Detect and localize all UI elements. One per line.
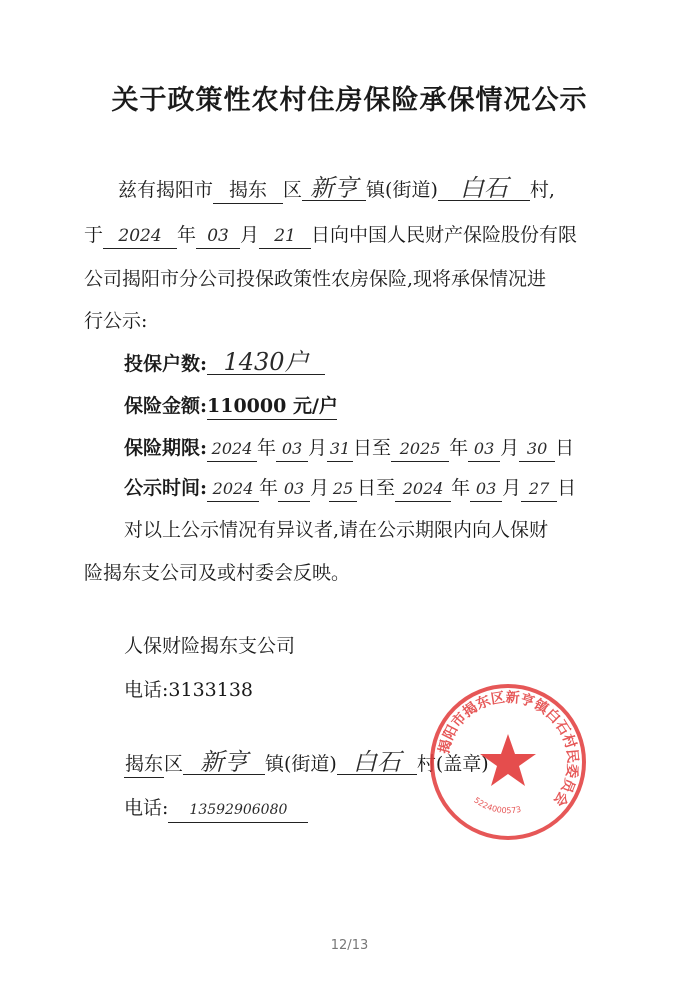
seal-code: 5224000573	[472, 795, 522, 816]
company-name: 人保财险揭东支公司	[124, 635, 296, 657]
intro-line-2: 于 2024 年 03 月 21 日向中国人民财产保险股份有限	[84, 222, 577, 249]
households-row	[124, 350, 325, 377]
date-day: 21	[259, 224, 311, 249]
signoff-phone: 电话: 13592906080	[124, 795, 308, 823]
company-phone: 电话:3133138	[124, 679, 254, 701]
district-field: 揭东	[213, 177, 283, 204]
signoff-line: 揭东区 新亨 镇(街道) 白石 村(盖章)	[124, 748, 489, 776]
period-row: 保险期限: 2024 年 03 月 31 日至 2025 年 03 月 30 日	[124, 435, 574, 462]
seal-star-icon	[480, 734, 536, 786]
official-seal-stamp	[428, 682, 588, 842]
signoff-town-handwritten: 新亨	[183, 750, 265, 775]
page-number: 12/13	[330, 938, 369, 953]
signoff-village-handwritten: 白石	[337, 750, 417, 775]
amount-label: 保险金额:	[124, 395, 208, 417]
amount-value: 110000 元/户	[207, 393, 337, 420]
objection-line-1: 对以上公示情况有异议者,请在公示期限内向人保财	[124, 519, 549, 541]
village-handwritten: 白石	[438, 176, 530, 201]
seal-text: 揭阳市揭东区新亨镇白石村民委员会	[436, 689, 581, 809]
notice-row: 公示时间: 2024 年 03 月 25 日至 2024 年 03 月 27 日	[124, 475, 576, 502]
svg-text:5224000573	[472, 796, 522, 816]
signoff-phone-handwritten: 13592906080	[168, 798, 308, 823]
notice-label: 公示时间:	[124, 477, 208, 499]
households-label: 投保户数:	[124, 353, 208, 375]
page-title: 关于政策性农村住房保险承保情况公示	[111, 85, 588, 116]
period-label: 保险期限:	[124, 437, 208, 459]
amount-row	[124, 393, 337, 420]
objection-line-2: 险揭东支公司及或村委会反映。	[84, 562, 351, 584]
intro-line-4: 行公示:	[84, 310, 148, 332]
intro-line-3: 公司揭阳市分公司投保政策性农房保险,现将承保情况进	[84, 268, 547, 290]
date-month: 03	[196, 224, 240, 249]
town-handwritten: 新亨	[302, 176, 366, 201]
households-value: 1430户	[207, 350, 325, 375]
intro-line-1: 兹有揭阳市 揭东 区 新亨 镇(街道) 白石 村,	[118, 174, 555, 202]
date-year: 2024	[103, 224, 177, 249]
